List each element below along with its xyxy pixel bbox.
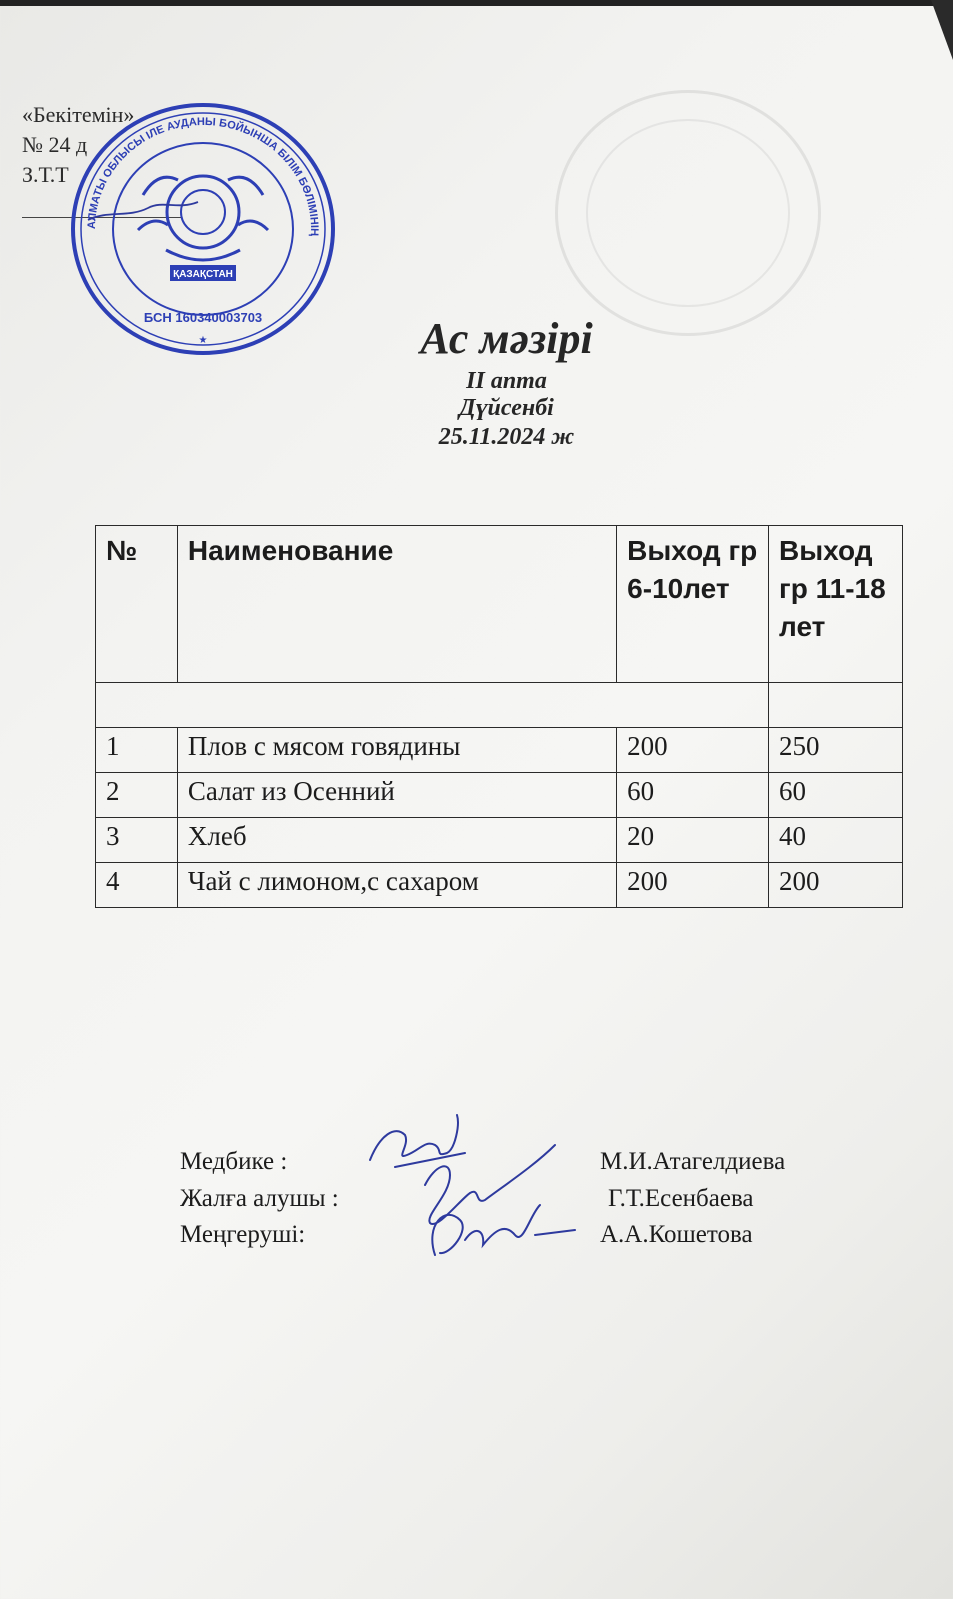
table-row: [96, 773, 903, 818]
row-name: Хлеб: [177, 818, 616, 863]
nurse-label: Медбике :: [180, 1148, 288, 1175]
week-label: II апта: [466, 368, 547, 394]
page-title: Ас мәзірі: [420, 314, 593, 363]
col-header-num: №: [96, 526, 178, 683]
table-row: [96, 728, 903, 773]
head-name: А.А.Кошетова: [600, 1221, 753, 1248]
stamp-outer-text: АЛМАТЫ ОБЛЫСЫ ІЛЕ АУДАНЫ БОЙЫНША БІЛІМ БӨЛІМІНІҢ: [85, 115, 321, 237]
table-row: [96, 818, 903, 863]
table-spacer-row: [96, 683, 903, 728]
row-out-11-18: 250: [769, 728, 903, 773]
approval-line-1: «Бекітемін»: [22, 102, 135, 127]
row-out-11-18: 200: [769, 863, 903, 908]
photo-corner-shadow: [931, 0, 953, 60]
row-out-11-18: 40: [769, 818, 903, 863]
receiver-name: Г.Т.Есенбаева: [608, 1185, 754, 1212]
row-num: 3: [96, 818, 178, 863]
menu-table: [95, 525, 903, 908]
row-out-6-10: 200: [617, 728, 769, 773]
row-name: Салат из Осенний: [177, 773, 616, 818]
table-row: [96, 863, 903, 908]
receiver-label: Жалға алушы :: [180, 1185, 339, 1212]
approval-line-2: № 24 д: [22, 132, 88, 157]
stamp-center-text: ҚАЗАҚСТАН: [173, 269, 233, 280]
table-header-row: [96, 526, 903, 683]
row-num: 1: [96, 728, 178, 773]
row-out-6-10: 20: [617, 818, 769, 863]
stamp-bin-text: БСН 160340003703: [143, 310, 263, 325]
col-header-out-6-10: Выход гр 6-10лет: [617, 526, 769, 683]
nurse-signature: [370, 1115, 465, 1167]
head-signature: [432, 1205, 575, 1255]
bleed-through-stamp: [555, 90, 821, 336]
row-num: 2: [96, 773, 178, 818]
approval-line-3: З.Т.Т: [22, 162, 69, 187]
col-header-out-11-18: Выход гр 11-18 лет: [769, 526, 903, 683]
col-header-name: Наименование: [177, 526, 616, 683]
day-label: Дүйсенбі: [459, 395, 554, 421]
date-label: 25.11.2024 ж: [438, 424, 575, 450]
row-out-11-18: 60: [769, 773, 903, 818]
row-name: Плов с мясом говядины: [177, 728, 616, 773]
stamp-star-icon: ★: [198, 335, 208, 346]
nurse-name: М.И.Атагелдиева: [600, 1148, 786, 1175]
row-out-6-10: 60: [617, 773, 769, 818]
row-name: Чай с лимоном,с сахаром: [177, 863, 616, 908]
head-label: Меңгеруші:: [180, 1221, 306, 1248]
row-num: 4: [96, 863, 178, 908]
photo-top-edge: [0, 0, 953, 6]
handwritten-signatures: [365, 1105, 595, 1275]
row-out-6-10: 200: [617, 863, 769, 908]
